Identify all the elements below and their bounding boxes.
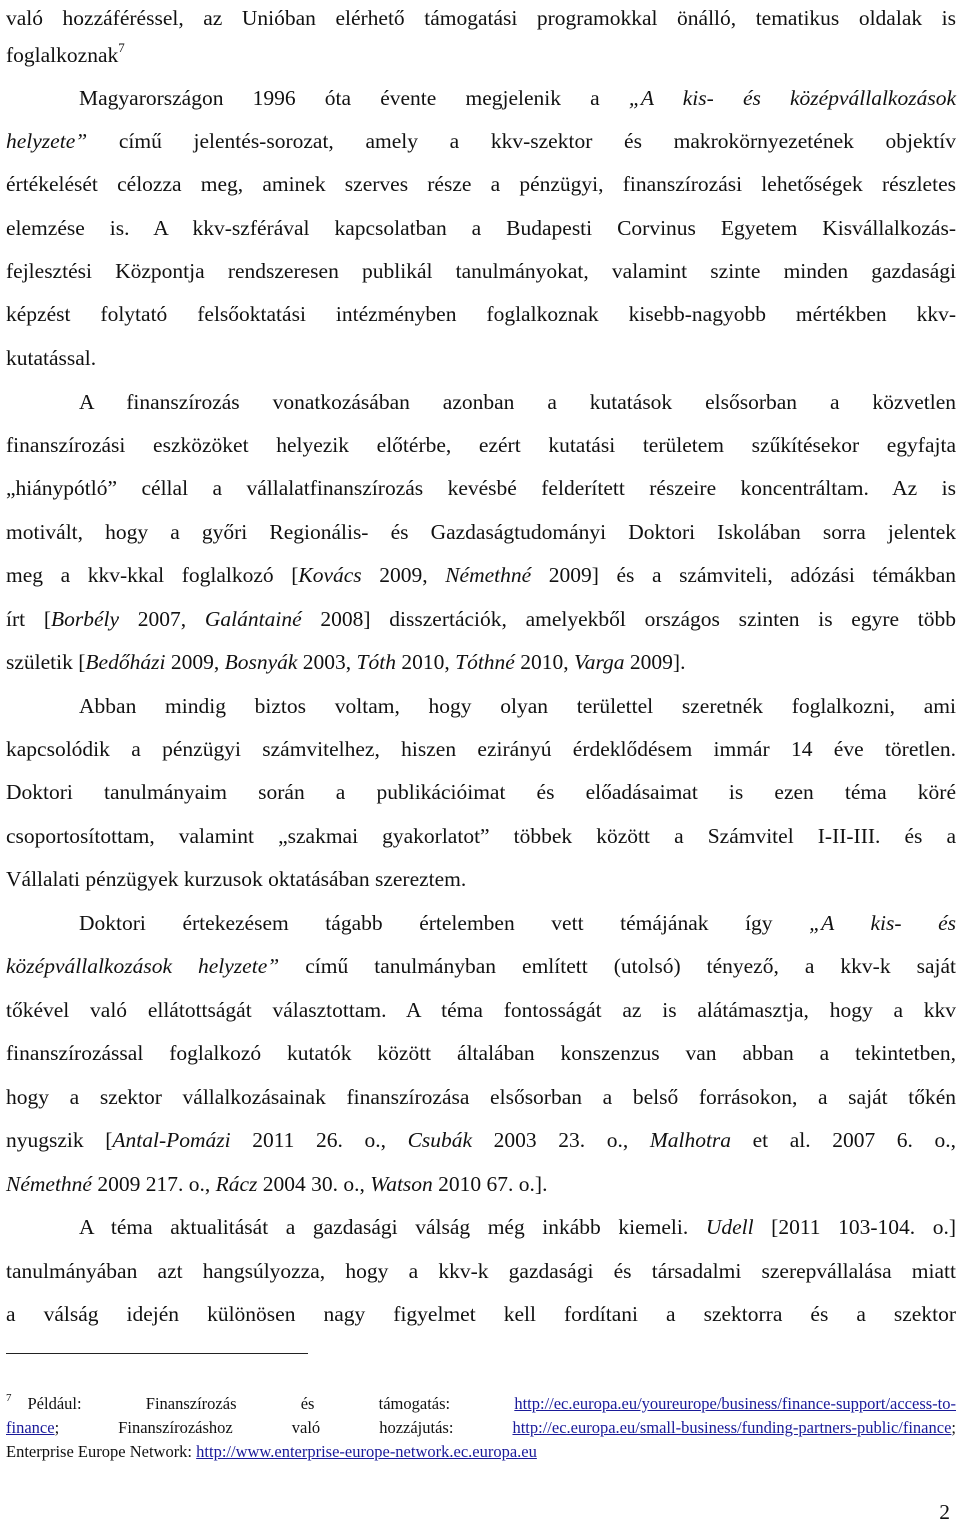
text-line: kapcsolódik a pénzügyi számvitelhez, hiszen ezirányú érdeklődésem immár 14 éve töretlen.: [6, 737, 956, 761]
text-line: hogy a szektor vállalkozásainak finanszírozása elsősorban a belső forrásokon, a saját tőkén: [6, 1085, 956, 1109]
text-line: tőkével való ellátottságát választottam. A téma fontosságát az is alátámasztja, hogy a kkv: [6, 998, 956, 1022]
text-line: helyzete” című jelentés-sorozat, amely a kkv-szektor és makrokörnyezetének objektív: [6, 129, 956, 153]
footnote-line: Enterprise Europe Network: http://www.enterprise-europe-network.ec.europa.eu: [6, 1442, 537, 1461]
text-line: „hiánypótló” céllal a vállalatfinanszírozás kevésbé felderített részeire koncentráltam. Az is: [6, 476, 956, 500]
footnote-link[interactable]: http://www.enterprise-europe-network.ec.europa.eu: [196, 1442, 537, 1461]
paragraph-start-line: A finanszírozás vonatkozásában azonban a kutatások elsősorban a közvetlen: [79, 390, 956, 414]
text-line: foglalkoznak$^7$: [6, 40, 125, 67]
text-line: csoportosítottam, valamint „szakmai gyakorlatot” többek között a Számvitel I-II-III. és a: [6, 824, 956, 848]
text-line: írt [Borbély 2007, Galántainé 2008] disszertációk, amelyekből országos szinten is egyre több: [6, 607, 956, 631]
page-number: 2: [939, 1500, 950, 1524]
text-line: képzést folytató felsőoktatási intézményben foglalkoznak kisebb-nagyobb mértékben kkv-: [6, 302, 956, 326]
paragraph-start-line: Magyarországon 1996 óta évente megjelenik a „A kis- és középvállalkozások: [79, 86, 956, 110]
text-line: Vállalati pénzügyek kurzusok oktatásában szereztem.: [6, 867, 467, 891]
footnote-mark: 7: [6, 1392, 12, 1404]
paragraph-start-line: A téma aktualitását a gazdasági válság még inkább kiemeli. Udell [2011 103-104. o.]: [79, 1215, 956, 1239]
text-line: tanulmányában azt hangsúlyozza, hogy a kkv-k gazdasági és társadalmi szerepvállalása miatt: [6, 1259, 956, 1283]
paragraph-start-line: Abban mindig biztos voltam, hogy olyan területtel szeretnék foglalkozni, ami: [79, 694, 956, 718]
text-line: finanszírozási eszközöket helyezik előtérbe, ezért kutatási területem szűkítésekor egyfajta: [6, 433, 956, 457]
footnote-reference[interactable]: 7: [118, 40, 125, 55]
text-line: Doktori tanulmányaim során a publikációimat és előadásaimat is ezen téma köré: [6, 780, 956, 804]
text-line: elemzése is. A kkv-szférával kapcsolatban a Budapesti Corvinus Egyetem Kisvállalkozás-: [6, 216, 956, 240]
footnote-link[interactable]: http://ec.europa.eu/youreurope/business/finance-support/access-to-: [514, 1394, 956, 1413]
footnote-line: $^7$ Például: Finanszírozás és támogatás: http://ec.europa.eu/youreurope/business/finance-support/access-to-: [6, 1392, 956, 1413]
text-line: fejlesztési Központja rendszeresen publikál tanulmányokat, valamint szinte minden gazdasági: [6, 259, 956, 283]
text-line: meg a kkv-kkal foglalkozó [Kovács 2009, Némethné 2009] és a számviteli, adózási témákban: [6, 563, 956, 587]
footnote-line: finance; Finanszírozáshoz való hozzájutás: http://ec.europa.eu/small-business/funding-partners-public/finance;: [6, 1418, 956, 1437]
text-line: Némethné 2009 217. o., Rácz 2004 30. o., Watson 2010 67. o.].: [6, 1172, 548, 1196]
footnote-link[interactable]: finance: [6, 1418, 55, 1437]
text-line: való hozzáféréssel, az Unióban elérhető támogatási programokkal önálló, tematikus oldalak is: [6, 6, 956, 30]
text-line: középvállalkozások helyzete” című tanulmányban említett (utolsó) tényező, a kkv-k saját: [6, 954, 956, 978]
text-line: értékelését célozza meg, aminek szerves része a pénzügyi, finanszírozási lehetőségek részletes: [6, 172, 956, 196]
text-line: finanszírozással foglalkozó kutatók között általában konszenzus van abban a tekintetben,: [6, 1041, 956, 1065]
text-line: motivált, hogy a győri Regionális- és Gazdaságtudományi Doktori Iskolában sorra jelentek: [6, 520, 956, 544]
text-line: a válság idején különösen nagy figyelmet kell fordítani a szektorra és a szektor: [6, 1302, 956, 1326]
text-line: nyugszik [Antal-Pomázi 2011 26. o., Csubák 2003 23. o., Malhotra et al. 2007 6. o.,: [6, 1128, 957, 1152]
text-line: kutatással.: [6, 346, 97, 370]
footnote-separator: [6, 1353, 308, 1354]
paragraph-start-line: Doktori értekezésem tágabb értelemben vett témájának így „A kis- és: [79, 911, 957, 935]
footnote-link[interactable]: http://ec.europa.eu/small-business/funding-partners-public/finance: [512, 1418, 952, 1437]
text-line: születik [Bedőházi 2009, Bosnyák 2003, Tóth 2010, Tóthné 2010, Varga 2009].: [6, 650, 686, 674]
